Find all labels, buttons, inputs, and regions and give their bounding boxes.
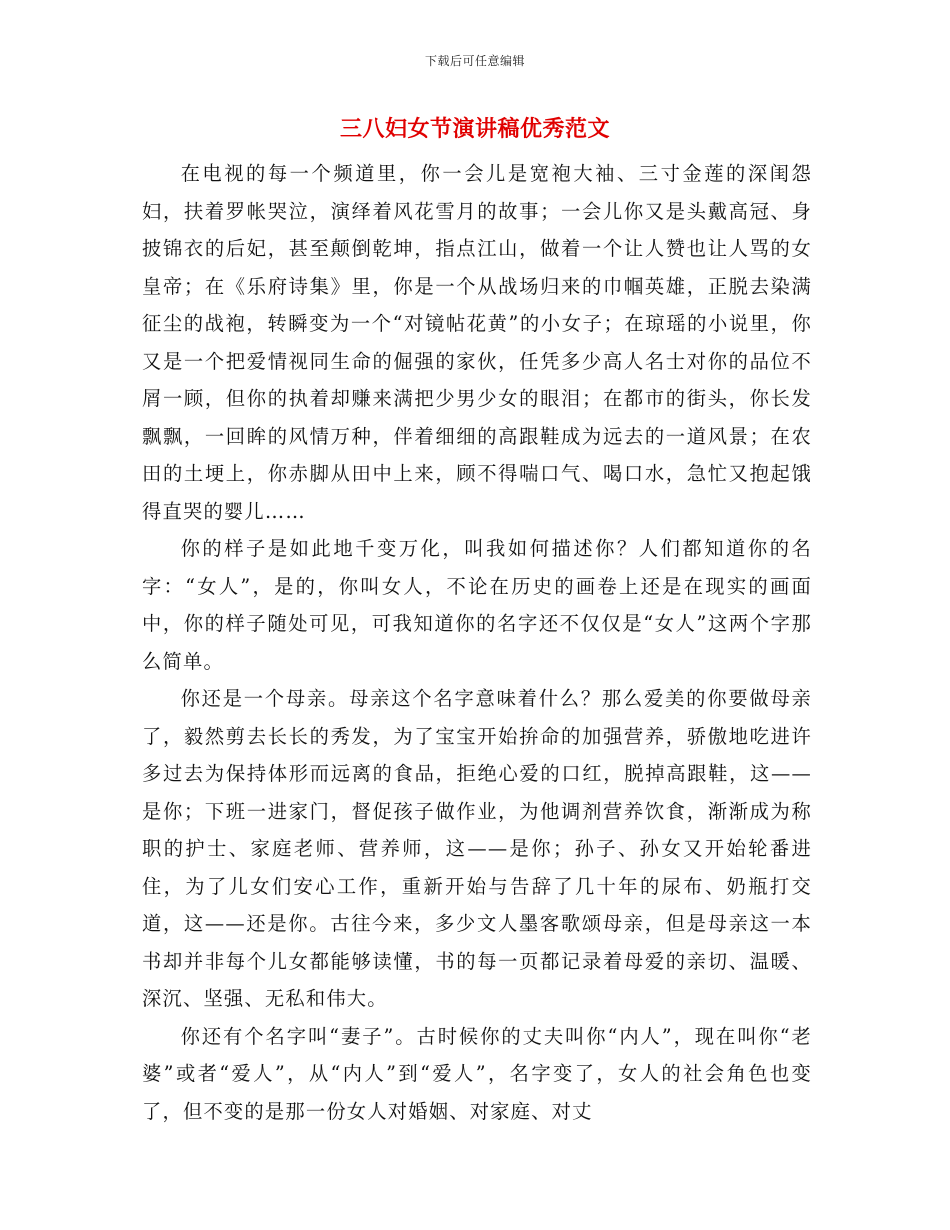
paragraph-3: 你还是一个母亲。母亲这个名字意味着什么？那么爱美的你要做母亲了，毅然剪去长长的秀发，为了宝宝开始拚命的加强营养，骄傲地吃进许多过去为保持体形而远离的食品，拒绝心爱的口红，脱掉高跟鞋，这——是你；下班一进家门，督促孩子做作业，为他调剂营养饮食，渐渐成为称职的护士、家庭老师、营养师，这——是你；孙子、孙女又开始轮番进住，为了儿女们安心工作，重新开始与告辞了几十年的尿布、奶瓶打交道，这——还是你。古往今来，多少文人墨客歌颂母亲，但是母亲这一本书却并非每个儿女都能够读懂，书的每一页都记录着母爱的亲切、温暖、深沉、坚强、无私和伟大。 xyxy=(142,687,812,1010)
paragraph-2: 你的样子是如此地千变万化，叫我如何描述你？人们都知道你的名字：“女人”，是的，你叫女人，不论在历史的画卷上还是在现实的画面中，你的样子随处可见，可我知道你的名字还不仅仅是“女人”这两个字那么简单。 xyxy=(142,537,812,673)
paragraph-1: 在电视的每一个频道里，你一会儿是宽袍大袖、三寸金莲的深闺怨妇，扶着罗帐哭泣，演绎着风花雪月的故事；一会儿你又是头戴高冠、身披锦衣的后妃，甚至颠倒乾坤，指点江山，做着一个让人赞也让人骂的女皇帝；在《乐府诗集》里，你是一个从战场归来的巾帼英雄，正脱去染满征尘的战袍，转瞬变为一个“对镜帖花黄”的小女子；在琼瑶的小说里，你又是一个把爱情视同生命的倔强的家伙，任凭多少高人名士对你的品位不屑一顾，但你的执着却赚来满把少男少女的眼泪；在都市的街头，你长发飘飘，一回眸的风情万种，伴着细细的高跟鞋成为远去的一道风景；在农田的土埂上，你赤脚从田中上来，顾不得喘口气、喝口水，急忙又抱起饿得直哭的婴儿…… xyxy=(142,162,812,523)
header-note: 下载后可任意编辑 xyxy=(424,54,525,68)
document-title: 三八妇女节演讲稿优秀范文 xyxy=(339,116,610,142)
paragraph-4: 你还有个名字叫“妻子”。古时候你的丈夫叫你“内人”，现在叫你“老婆”或者“爱人”，从“内人”到“爱人”，名字变了，女人的社会角色也变了，但不变的是那一份女人对婚姻、对家庭、对丈 xyxy=(142,1024,812,1123)
document-body xyxy=(142,155,812,1130)
